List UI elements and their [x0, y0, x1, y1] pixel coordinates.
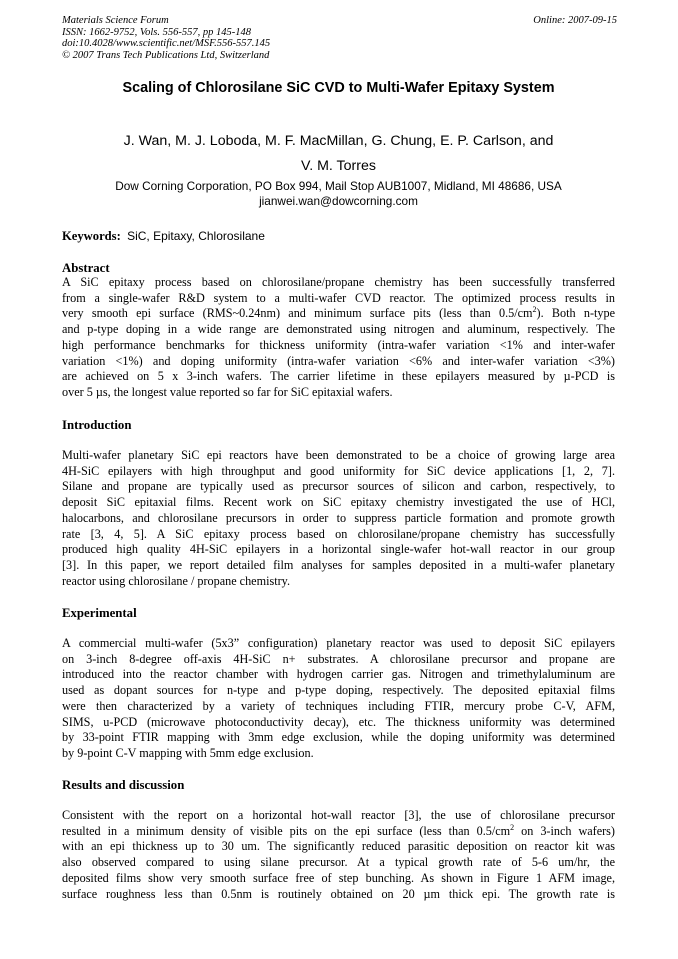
experimental-body: [62, 636, 615, 762]
online-date: Online: 2007-09-15: [533, 15, 617, 26]
doi-line: doi:10.4028/www.scientific.net/MSF.556-557.145: [62, 38, 271, 49]
journal-name: Materials Science Forum: [62, 15, 169, 26]
text-line: deposited films show very smooth surface free of step bunching. As shown in Figure 1 AFM image,: [62, 870, 615, 885]
text-line: rate [3, 4, 5]. A SiC epitaxy process based on chlorosilane/propane chemistry has successfully: [62, 526, 615, 541]
text-line: surface roughness less than 0.5nm is routinely obtained on 20 µm thick epi. The growth rate is: [62, 886, 615, 901]
paper-title: Scaling of Chlorosilane SiC CVD to Multi-Wafer Epitaxy System: [122, 80, 555, 96]
introduction-body: [62, 448, 615, 589]
text-line: variation <1%) and doping uniformity (intra-wafer variation <6% and inter-wafer variation <3%): [62, 353, 615, 368]
text-line: SIMS, u-PCD (microwave photoconductivity decay), etc. The thickness uniformity was determined: [62, 714, 615, 729]
text-line: reactor using chlorosilane / propane chemistry.: [62, 573, 290, 588]
contact-email: jianwei.wan@dowcorning.com: [259, 194, 418, 208]
abstract-heading: Abstract: [62, 261, 110, 275]
text-line: 4H-SiC epilayers with high throughput and good uniformity for SiC device applications [1, 2, 7].: [62, 463, 615, 478]
text-line: also observed compared to using silane precursor. At a typical growth rate of 5-6 um/hr, the: [62, 855, 615, 870]
introduction-heading: Introduction: [62, 418, 132, 432]
text-line: very smooth epi surface (RMS~0.24nm) and minimum surface pits (less than $0.5/cm^2$). Both n-type: [62, 305, 615, 321]
keywords: [62, 229, 265, 244]
keywords-label: Keywords:: [62, 229, 121, 243]
author-line-2: V. M. Torres: [301, 158, 376, 174]
affiliation-address: Dow Corning Corporation, PO Box 994, Mail Stop AUB1007, Midland, MI 48686, USA: [115, 179, 562, 193]
keywords-values: SiC, Epitaxy, Chlorosilane: [127, 229, 265, 243]
author-line-1: J. Wan, M. J. Loboda, M. F. MacMillan, G. Chung, E. P. Carlson, and: [123, 133, 554, 149]
issn-line: ISSN: 1662-9752, Vols. 556-557, pp 145-148: [62, 26, 251, 38]
results-heading: Results and discussion: [62, 778, 185, 792]
text-line: A SiC epitaxy process based on chlorosilane/propane chemistry has been successfully transferred: [62, 275, 615, 289]
text-line: Multi-wafer planetary SiC epi reactors have been demonstrated to be a choice of growing large area: [62, 448, 615, 462]
text-line: Silane and propane are typically used as precursor sources of silicon and carbon, respectively, to: [62, 479, 615, 494]
text-line: by 9-point C-V mapping with 5mm edge exclusion.: [62, 745, 314, 760]
text-line: A commercial multi-wafer (5x3” configuration) planetary reactor was used to deposit SiC epilayers: [62, 636, 615, 650]
text-line: halocarbons, and chlorosilane precursors in order to suppress particle formation and promote growth: [62, 510, 615, 525]
text-line: produced high quality 4H-SiC epilayers in a horizontal single-wafer hot-wall reactor in our group: [62, 542, 615, 557]
text-line: from a single-wafer R&D system to a multi-wafer CVD reactor. The optimized process results in: [62, 290, 615, 305]
copyright-line: © 2007 Trans Tech Publications Ltd, Switzerland: [62, 49, 270, 61]
text-line: and p-type doping in a wide range are demonstrated using nitrogen and aluminum, respectively. The: [62, 322, 615, 337]
experimental-heading: Experimental: [62, 606, 137, 620]
text-line: high performance benchmarks for thickness uniformity (intra-wafer variation <1% and inter-wafer: [62, 337, 615, 352]
text-line: by 33-point FTIR mapping with 3mm edge exclusion, while the doping uniformity was determined: [62, 730, 615, 745]
text-line: are achieved on 5 x 3-inch wafers. The carrier lifetime in these epilayers measured by µ-PCD is: [62, 369, 615, 384]
author-list: [62, 129, 615, 179]
text-line: with an epi thickness up to 30 um. The significantly reduced parasitic deposition on reactor kit was: [62, 839, 615, 854]
text-line: used as dopant sources for n-type and p-type doping, respectively. The deposited epitaxial films: [62, 683, 615, 698]
text-line: resulted in a minimum density of visible pits on the epi surface (less than $0.5/cm^2$ on 3-inch wafers): [62, 822, 615, 838]
text-line: Consistent with the report on a horizontal hot-wall reactor [3], the use of chlorosilane precursor: [62, 808, 615, 822]
text-line: introduced into the reactor chamber with hydrogen carrier gas. Nitrogen and trimethylaluminum are: [62, 667, 615, 682]
text-line: deposit SiC epitaxial films. Recent work on SiC epitaxy chemistry investigated the use of HCl,: [62, 495, 615, 510]
text-line: were then characterized by a variety of techniques including FTIR, mercury probe C-V, AFM,: [62, 698, 615, 713]
text-line: [3]. In this paper, we report detailed film analyses for samples deposited in a multi-wafer planetary: [62, 557, 615, 572]
journal-header: [62, 15, 617, 61]
text-line: over 5 µs, the longest value reported so far for SiC epitaxial wafers.: [62, 384, 393, 399]
text-line: on 3-inch 8-degree off-axis 4H-SiC n+ substrates. A chlorosilane precursor and propane are: [62, 651, 615, 666]
affiliation: [62, 179, 615, 209]
abstract-body: [62, 275, 615, 401]
results-body: [62, 808, 615, 902]
